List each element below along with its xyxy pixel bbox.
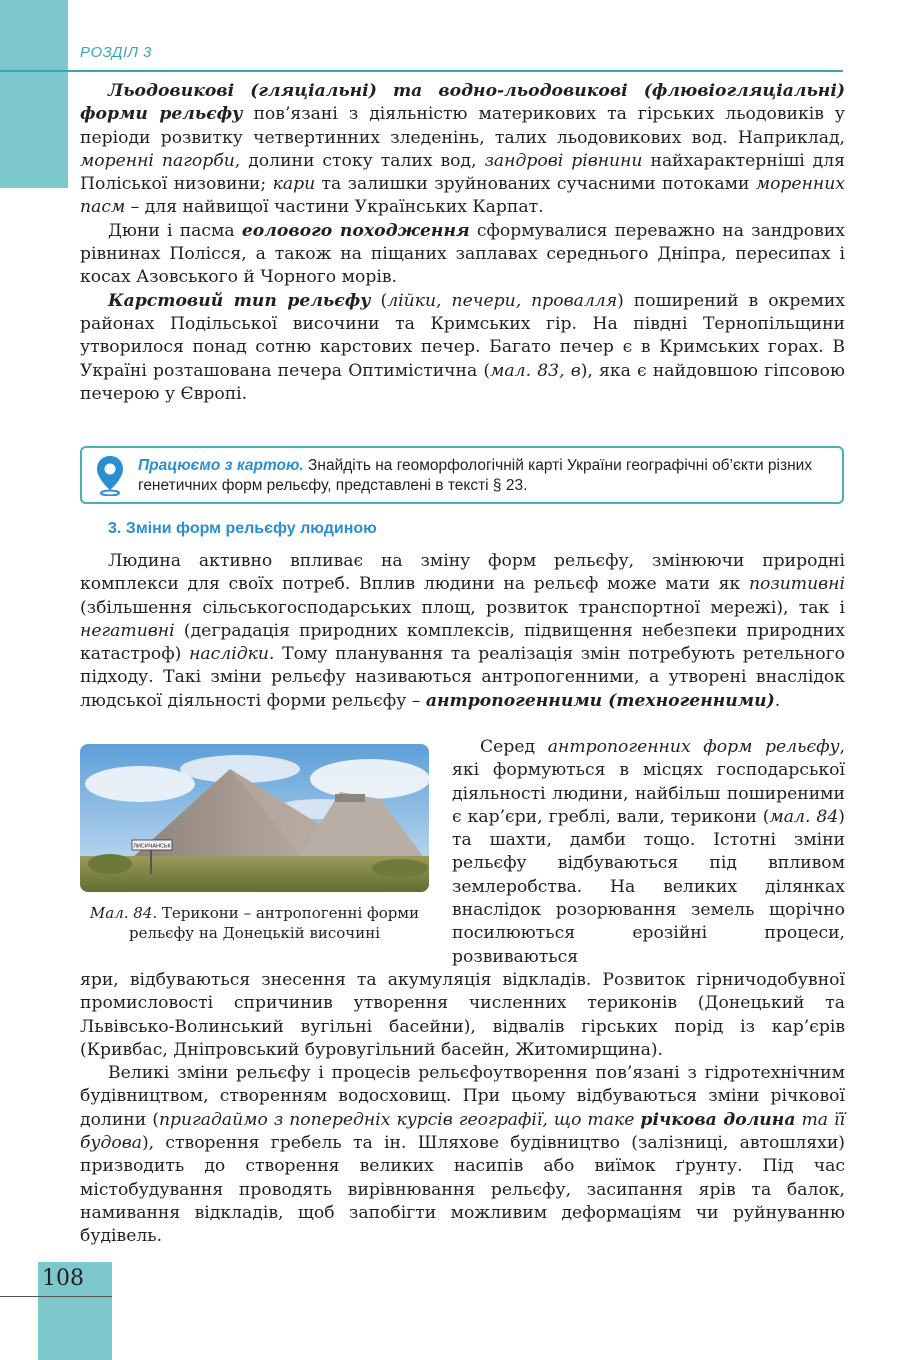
text-run: моренних пасм xyxy=(80,174,846,218)
text-run: ) та шахти, дамби тощо. Істотні зміни рельєфу відбуваються під впливом землеробства. На великих ділянках внаслідок розорювання земель щорічно посилюються ерозійні процеси, розвиваються xyxy=(452,806,845,967)
text-run: зандрові рівнини xyxy=(484,150,643,171)
text-run: найхарактерніші для Поліської низовини; xyxy=(80,150,845,195)
body-text-section xyxy=(80,550,845,713)
text-run: наслідки xyxy=(189,644,269,665)
text-run: антропогенних форм рельєфу xyxy=(547,737,840,757)
page-number: 108 xyxy=(42,1266,84,1291)
text-run: , які формуються в місцях господарської діяльності людини, найбільш поширеними є кар’єри, греблі, вали, терикони ( xyxy=(452,737,846,827)
text-run: . xyxy=(774,690,781,711)
page-number-rule xyxy=(0,1296,112,1297)
terrikons-photo xyxy=(80,744,429,892)
map-task-text xyxy=(138,456,838,496)
text-run: негативні xyxy=(80,620,175,641)
photo-sign-text: ЛИСИЧАНСЬК xyxy=(133,843,171,850)
map-task-lead: Працюємо з картою. xyxy=(138,457,304,474)
text-run: Льодовикові (гляціальні) та водно-льодовикові (флювіогляціальні) форми рельєфу xyxy=(80,81,845,125)
text-run: ( xyxy=(370,290,388,311)
paragraph-glacial xyxy=(80,80,845,220)
text-run: . Тому планування та реалізація змін потребують ретельного підходу. Такі зміни рельєфу називаються антропогенними, а утворені внаслідок людської діяльності форми рельєфу – xyxy=(80,644,845,711)
paragraph-anthropogenic-forms xyxy=(452,736,845,969)
body-text-top xyxy=(80,80,845,406)
map-task-body: Знайдіть на геоморфологічній карті України географічні об’єкти різних генетичних форм рельєфу, представлені в тексті § 23. xyxy=(138,457,813,494)
text-run: кари xyxy=(272,174,316,195)
header-rule xyxy=(0,70,843,72)
text-run: ), створення гребель та ін. Шляхове будівництво (залізниці, автошляхи) призводить до створення великих насипів або виїмок ґрунту. Під час містобудування проводять вирівнювання рельєфу, засипання ярів та балок, намивання відкладів, щоб запобігти можливим деформаціям чи руйнуванню будівель. xyxy=(80,1133,845,1247)
text-run: , долини стоку талих вод, xyxy=(234,150,485,171)
map-pin-icon xyxy=(94,454,126,496)
figure-photo-terrikons xyxy=(80,744,429,892)
paragraph-hydrotechnical xyxy=(80,1062,845,1248)
caption-text: Терикони – антропогенні форми рельєфу на Донецькій височині xyxy=(128,904,420,942)
paragraph-aeolian xyxy=(80,220,845,290)
text-run: лійки, печери, провалля xyxy=(387,290,618,311)
text-run: – для найвищої частини Українських Карпат. xyxy=(125,197,544,218)
margin-tab-top xyxy=(0,0,68,188)
text-run: Серед xyxy=(480,737,548,757)
text-run: та залишки зруйнованих сучасними потоками xyxy=(315,174,756,195)
text-run: (збільшення сільськогосподарських площ, розвиток транспортної мережі), так і xyxy=(80,597,845,618)
text-run: Дюни і пасма xyxy=(108,220,242,241)
text-run: річкова долина xyxy=(640,1109,796,1130)
caption-label: Мал. 84. xyxy=(89,904,158,922)
text-run: еолового походження xyxy=(241,220,470,241)
figure-caption xyxy=(80,903,429,943)
text-run: антропогенними (техногенними) xyxy=(425,690,775,711)
text-run: пов’язані з діяльністю материкових та гірських льодовиків у періоди розвитку четвертинних зледенінь, талих льодовикових вод. Наприклад, xyxy=(80,104,845,148)
text-run: мал. 83, в xyxy=(490,360,581,381)
text-run: ) поширений в окремих районах Подільської височини та Кримських гір. На півдні Тернопільщини утворилося понад сотню карстових печер. Багато печер є в Кримських горах. В Україні розташована печера Оптимістична ( xyxy=(80,290,846,381)
text-run: пригадаймо з попередніх курсів географії, що таке xyxy=(158,1109,641,1130)
text-run: позитивні xyxy=(748,574,845,595)
chapter-label: РОЗДІЛ 3 xyxy=(80,44,152,61)
text-run: Великі зміни рельєфу і процесів рельєфоутворення пов’язані з гідротехнічним будівництвом, створенням водосховищ. При цьому відбуваються зміни річкової долини ( xyxy=(80,1063,845,1130)
text-run: Людина активно впливає на зміну форм рельєфу, змінюючи природні комплекси для своїх потреб. Вплив людини на рельєф може мати як xyxy=(80,551,845,595)
text-run: (деградація природних комплексів, підвищення небезпеки природних катастроф) xyxy=(80,620,845,665)
text-run: моренні пагорби xyxy=(80,150,235,171)
paragraph-human-impact xyxy=(80,550,845,713)
section-heading: 3. Зміни форм рельєфу людиною xyxy=(108,520,377,537)
body-text-column xyxy=(452,736,845,969)
text-run: ), яка є найдовшою гіпсовою печерою у Європі. xyxy=(80,360,845,404)
text-run: сформувалися переважно на зандрових рівнинах Полісся, а також на піщаних заплавах середнього Дніпра, пересипах і косах Азовського й Чорного морів. xyxy=(80,220,845,288)
map-task-box xyxy=(80,446,844,504)
text-run: мал. 84 xyxy=(769,806,839,827)
paragraph-continuation: яри, відбуваються знесення та акумуляція відкладів. Розвиток гірничодобувної промисловості спричинив утворення численних териконів (Донецький та Львівсько-Волинський вугільні басейни), відвалів гірських порід із кар’єрів (Кривбас, Дніпровський буровугільний басейн, Житомирщина). xyxy=(80,970,845,1060)
paragraph-karst xyxy=(80,290,845,406)
text-run: та її будова xyxy=(80,1109,846,1154)
body-text-bottom xyxy=(80,969,845,1249)
text-run: Карстовий тип рельєфу xyxy=(108,290,371,311)
